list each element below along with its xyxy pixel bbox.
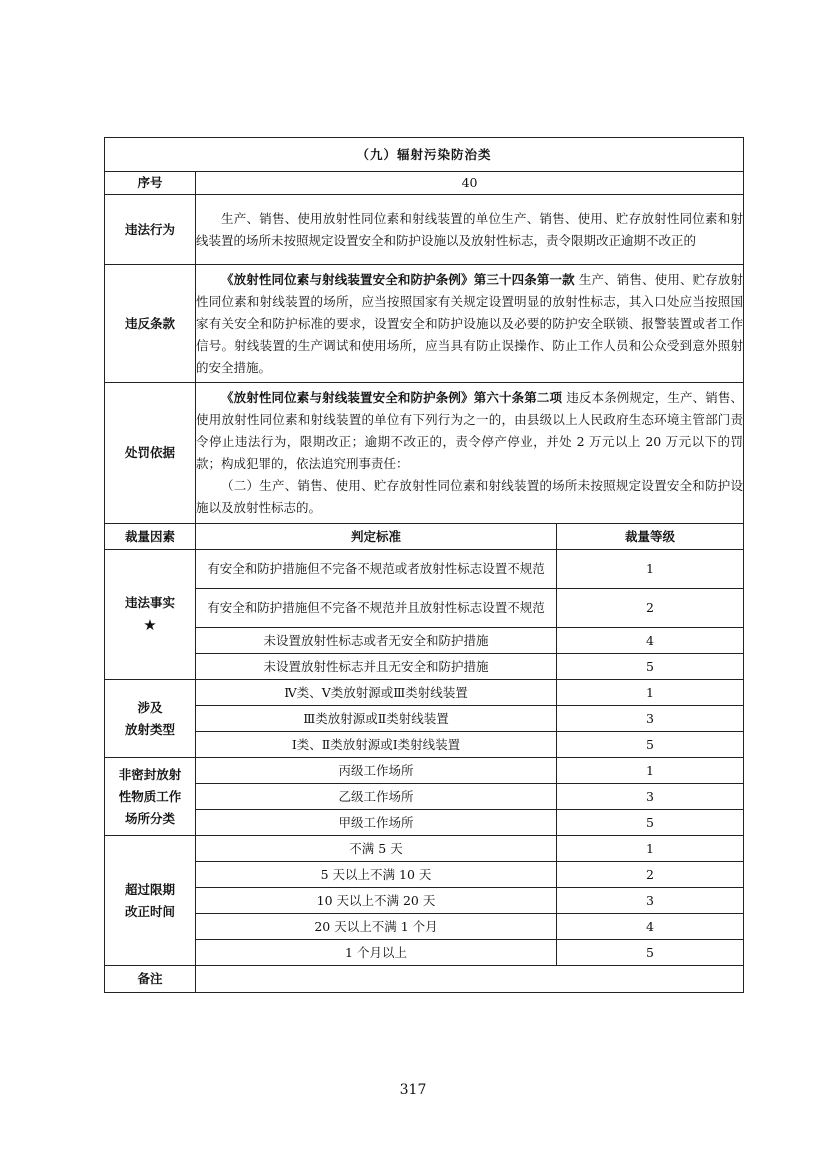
seq-label: 序号 — [105, 172, 196, 195]
table-row — [105, 680, 744, 706]
penalty-basis-text: 违反本条例规定，生产、销售、使用放射性同位素和射线装置的单位有下列行为之一的，由县级以上人民政府生态环境主管部门责令停止违法行为，限期改正；逾期不改正的，责令停产停业，并处 2 万元以上 20 万元以下的罚款；构成犯罪的，依法追究刑事责任： — [196, 390, 744, 471]
criteria-cell: 20 天以上不满 1 个月 — [196, 914, 557, 940]
level-cell: 4 — [557, 628, 744, 654]
table-row — [105, 836, 744, 862]
violated-clause-text: 生产、销售、使用、贮存放射性同位素和射线装置的场所，应当按照国家有关规定设置明显的放射性标志，其入口处应当按照国家有关安全和防护标准的要求，设置安全和防护设施以及必要的防护安全联锁、报警装置或者工作信号。射线装置的生产调试和使用场所，应当具有防止误操作、防止工作人员和公众受到意外照射的安全措施。 — [196, 271, 744, 375]
violation-text: 生产、销售、使用放射性同位素和射线装置的单位生产、销售、使用、贮存放射性同位素和射线装置的场所未按照规定设置安全和防护设施以及放射性标志，责令限期改正逾期不改正的 — [196, 210, 744, 248]
group-label-line: 改正时间 — [124, 903, 175, 919]
table-row — [105, 810, 744, 836]
group-label-overdue-time — [105, 836, 196, 966]
group-label-line: 非密封放射 — [118, 766, 182, 782]
star-icon: ★ — [143, 616, 157, 634]
table-row — [105, 706, 744, 732]
group-label-workplace-class — [105, 758, 196, 836]
penalty-basis-item: （二）生产、销售、使用、贮存放射性同位素和射线装置的场所未按照规定设置安全和防护设施以及放射性标志的。 — [196, 478, 744, 515]
level-cell: 3 — [557, 888, 744, 914]
penalty-basis-label: 处罚依据 — [105, 383, 196, 524]
table-row — [105, 888, 744, 914]
penalty-basis-citation: 《放射性同位素与射线装置安全和防护条例》第六十条第二项 — [221, 390, 563, 405]
violated-clause-cell — [196, 265, 744, 383]
penalty-basis-paragraph — [196, 387, 743, 475]
table-row — [105, 784, 744, 810]
criteria-cell: 5 天以上不满 10 天 — [196, 862, 557, 888]
group-label-text: 违法事实 — [124, 595, 175, 610]
group-label-violation-fact — [105, 550, 196, 680]
level-cell: 5 — [557, 810, 744, 836]
table-row — [105, 914, 744, 940]
criteria-cell: 有安全和防护措施但不完备不规范并且放射性标志设置不规范 — [196, 589, 557, 628]
violated-clause-paragraph — [196, 269, 743, 379]
table-row — [105, 654, 744, 680]
level-cell: 5 — [557, 940, 744, 966]
criteria-cell: Ⅲ类放射源或Ⅱ类射线装置 — [196, 706, 557, 732]
penalty-discretion-table — [104, 137, 744, 993]
violation-label: 违法行为 — [105, 195, 196, 265]
level-cell: 1 — [557, 550, 744, 589]
group-label-line: 性物质工作 — [118, 788, 182, 804]
criteria-cell: 甲级工作场所 — [196, 810, 557, 836]
violated-clause-label: 违反条款 — [105, 265, 196, 383]
group-label-line: 场所分类 — [124, 810, 175, 826]
criteria-cell: 乙级工作场所 — [196, 784, 557, 810]
violated-clause-citation: 《放射性同位素与射线装置安全和防护条例》第三十四条第一款 — [221, 271, 575, 287]
criteria-cell: 不满 5 天 — [196, 836, 557, 862]
level-cell: 1 — [557, 680, 744, 706]
level-cell: 2 — [557, 862, 744, 888]
level-header: 裁量等级 — [557, 524, 744, 550]
criteria-cell: 丙级工作场所 — [196, 758, 557, 784]
group-label-radiation-type — [105, 680, 196, 758]
criteria-cell: 未设置放射性标志或者无安全和防护措施 — [196, 628, 557, 654]
level-cell: 3 — [557, 784, 744, 810]
criteria-cell: 1 个月以上 — [196, 940, 557, 966]
table-row — [105, 550, 744, 589]
criteria-header: 判定标准 — [196, 524, 557, 550]
level-cell: 3 — [557, 706, 744, 732]
group-label-line: 超过限期 — [124, 881, 175, 897]
seq-value: 40 — [196, 172, 744, 195]
criteria-cell: 未设置放射性标志并且无安全和防护措施 — [196, 654, 557, 680]
table-row — [105, 628, 744, 654]
remarks-label: 备注 — [105, 966, 196, 993]
violation-text-cell — [196, 195, 744, 265]
table-row — [105, 940, 744, 966]
criteria-cell: 有安全和防护措施但不完备不规范或者放射性标志设置不规范 — [196, 550, 557, 589]
penalty-basis-cell — [196, 383, 744, 524]
criteria-cell: 10 天以上不满 20 天 — [196, 888, 557, 914]
level-cell: 5 — [557, 654, 744, 680]
factor-header: 裁量因素 — [105, 524, 196, 550]
criteria-cell: Ⅳ类、Ⅴ类放射源或Ⅲ类射线装置 — [196, 680, 557, 706]
level-cell: 5 — [557, 732, 744, 758]
criteria-cell: Ⅰ类、Ⅱ类放射源或Ⅰ类射线装置 — [196, 732, 557, 758]
group-label-line: 放射类型 — [124, 721, 175, 737]
level-cell: 1 — [557, 758, 744, 784]
level-cell: 4 — [557, 914, 744, 940]
table-row — [105, 732, 744, 758]
level-cell: 1 — [557, 836, 744, 862]
level-cell: 2 — [557, 589, 744, 628]
table-title: （九）辐射污染防治类 — [105, 138, 744, 172]
table-row — [105, 589, 744, 628]
table-row — [105, 862, 744, 888]
table-row — [105, 758, 744, 784]
remarks-value — [196, 966, 744, 993]
group-label-line: 涉及 — [137, 699, 163, 715]
page-number: 317 — [399, 1082, 427, 1098]
